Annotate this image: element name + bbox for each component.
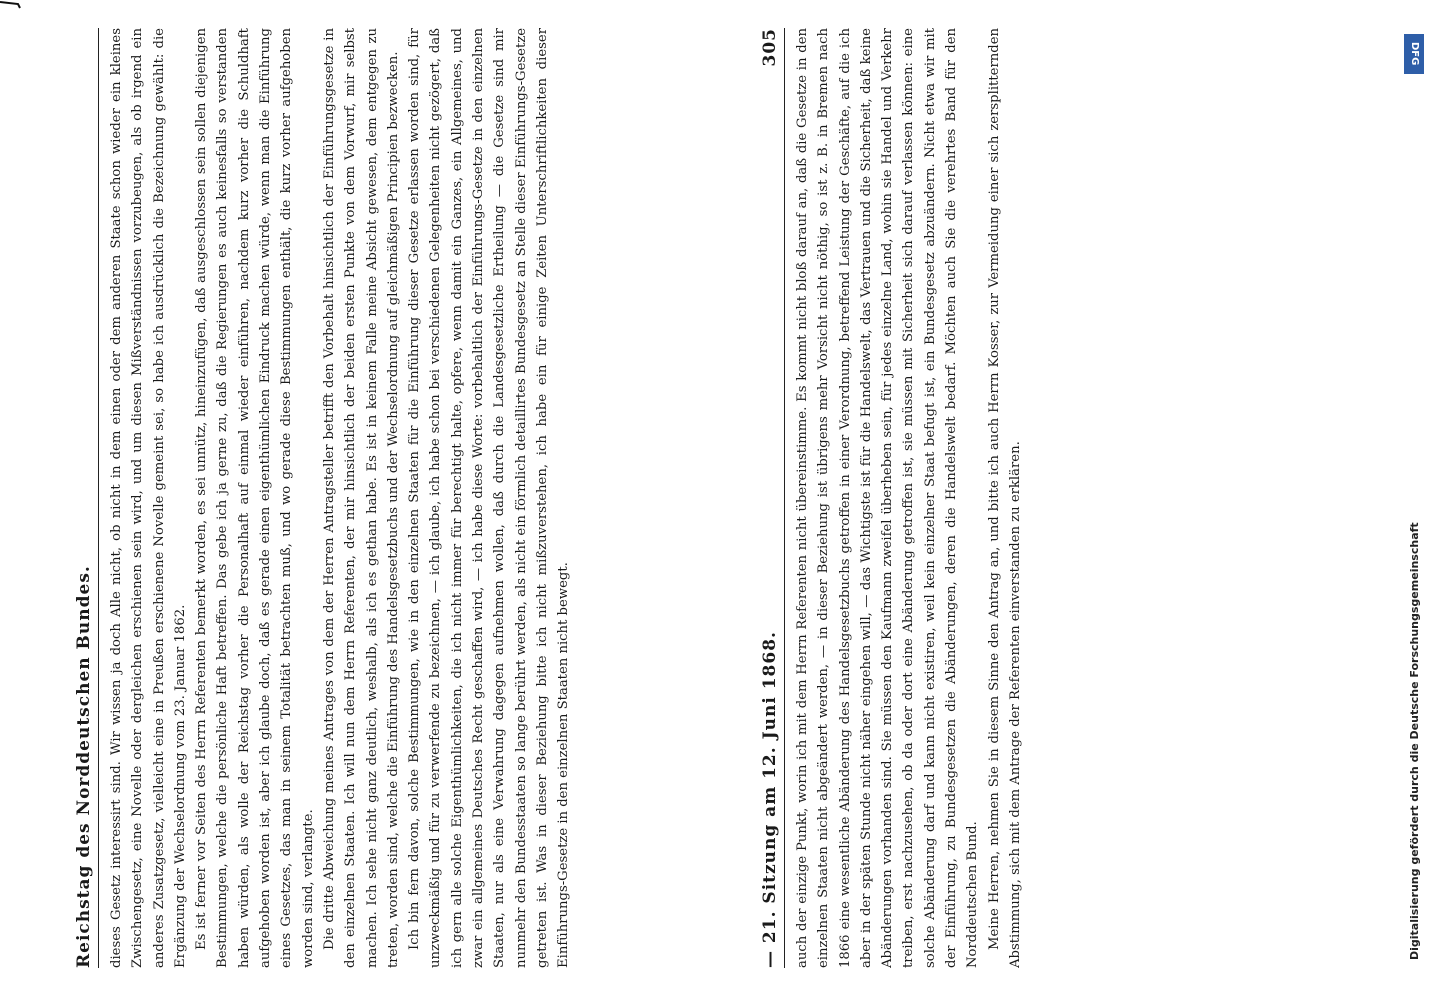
paragraph: Es ist ferner vor Seiten des Herrn Referenten bemerkt worden, es sei unnütz, hineinzufügen, daß ausgeschlossen sein sollen diejenigen Bestimmungen, welche die persönliche Haft betreffen. Das gebe ich ja gerne zu, daß die Regierungen es auch keinesfalls so verstanden haben würden, als wolle der Reichstag vorher die Personalhaft auf einmal wieder einführen, nachdem kurz vorher die Schuldhaft aufgehoben worden ist, aber ich glaube doch, daß es gerade einen eigenthümlichen Eindruck machen würde, wenn man die Einführung eines Gesetzes, das man in seinem Totalität betrachten muß, und wo gerade diese Bestimmungen enthält, die kurz vorher aufgehoben worden sind, verlangte. bbox=[194, 28, 316, 968]
paragraph: Ich bin fern davon, solche Bestimmungen, wie in den einzelnen Staaten für die Einführung dieser Gesetze erlassen worden sind, für unzweckmäßig und für zu verwerfende zu bezeichnen, — ich glaube, ich habe schon bei verschiedenen Gelegenheiten nicht gezögert, daß ich gern alle solche Eigenthümlichkeiten, die ich nicht immer für berechtigt halte, opfere, wenn damit ein Ganzes, ein Allgemeines, und zwar ein allgemeines Deutsches Recht geschaffen wird, — ich habe diese Worte: vorbehaltlich der Einführungs-Gesetze in den einzelnen Staaten, nur als eine Verwahrung dagegen aufnehmen wollen, daß durch die Landesgesetzliche Ertheilung — die Gesetze sind mir nunmehr den Bundesstaaten so lange berührt werden, als nicht ein förmlich detaillirtes Bundesgesetz an Stelle dieser Einführungs-Gesetze getreten ist. Was in dieser Beziehung bitte ich nicht mißzuverstehen, ich habe ein für einige Zeiten Unterschriftlichkeiten dieser Einführungs-Gesetze in den einzelnen Staaten nicht bewegt. bbox=[407, 28, 572, 968]
rotated-spread bbox=[40, 28, 726, 968]
right-page-header bbox=[756, 28, 785, 968]
paragraph: Meine Herren, nehmen Sie in diesem Sinne den Antrag an, und bitte ich auch Herrn Kosser, zur Vermeidung einer sich zersplitternden Abstimmung, sich mit dem Antrage der Referenten einverstanden zu erklären. bbox=[986, 28, 1023, 968]
left-page-title: Reichstag des Norddeutschen Bundes. bbox=[74, 565, 94, 968]
paragraph: Die dritte Abweichung meines Antrages von dem der Herren Antragsteller betrifft den Vorbehalt hinsichtlich der Einführungsgesetze in den einzelnen Staaten. Ich will nun dem Herrn Referenten, der mir hinsichtlich der beiden ersten Punkte von dem Vorwurf, mir selbst machen. Ich sehe nicht ganz deutlich, weshalb, als ich es gethan habe. Es ist in keinem Falle meine Absicht gewesen, dem entgegen zu treten, worden sind, welche die Einführung des Handelsgesetzbuchs und der Wechselordnung auf gleichmäßigen Principien bezwecken. bbox=[321, 28, 401, 968]
dfg-credit-text: Digitalisierung gefördert durch die Deutsche Forschungsgemeinschaft bbox=[1408, 522, 1421, 960]
paragraph: auch der einzige Punkt, worin ich mit dem Herrn Referenten nicht übereinstimme. Es kommt nicht bloß darauf an, daß die Gesetze in den einzelnen Staaten nicht abgeändert werden, — in dieser Beziehung ist übrigens mehr Vorsicht nicht nöthig, so ist z. B. in Bremen nach 1866 eine wesentliche Abänderung des Handelsgesetzbuchs getroffen in einer Verordnung, betreffend Leistung der Geschäfte, auf die ich aber in der späten Stunde nicht näher eingehen will, — das Wichtigste ist für die Handelswelt, das Vertrauen und die Sicherheit, daß keine Abänderungen vorhanden sind. Sie müssen den Kaufmann zweifel überheben sein, für jedes einzelne Land, wohin sie Handel und Verkehr treiben, erst nachzusehen, ob da oder dort eine Abänderung getroffen ist, sie müssen mit Sicherheit sich darauf verlassen können: eine solche Abänderung darf und kann nicht existiren, weil kein einzelner Staat befugt ist, ein Bundesgesetz abzuändern. Nicht etwa wir mit der Einführung, zu Bundesgesetzen die Abänderungen, deren die Handelswelt bedarf. Möchten auch Sie die verehrtes Band für den Norddeutschen Bund. bbox=[795, 28, 981, 968]
dfg-credit-strip bbox=[1400, 30, 1430, 970]
page-spread bbox=[40, 28, 726, 968]
page-number: 305 bbox=[760, 28, 780, 67]
right-page-column-1 bbox=[792, 28, 1392, 968]
scan-corner-mark bbox=[0, 0, 22, 10]
left-page-column-1 bbox=[106, 28, 726, 968]
right-page-title: — 21. Sitzung am 12. Juni 1868. bbox=[760, 631, 780, 968]
right-page bbox=[726, 28, 1392, 968]
paragraph: dieses Gesetz interessirt sind. Wir wissen ja doch Alle nicht, ob nicht in dem einen oder dem anderen Staate schon wieder ein kleines Zwischengesetz, eine Novelle oder dergleichen erschienen sein wird, und um diesen Mißverständnissen vorzubeugen, als ob irgend ein anderes Zusatzgesetz, vielleicht eine in Preußen erschienene Novelle gemeint sei, so habe ich ausdrücklich die Bezeichnung gewählt: die Ergänzung der Wechselordnung vom 23. Januar 1862. bbox=[109, 28, 188, 968]
right-page-wrapper bbox=[726, 28, 1392, 968]
rotated-right-page bbox=[726, 28, 1392, 968]
left-page-header bbox=[70, 28, 99, 968]
left-page bbox=[40, 28, 726, 968]
dfg-logo: DFG bbox=[1404, 34, 1424, 74]
